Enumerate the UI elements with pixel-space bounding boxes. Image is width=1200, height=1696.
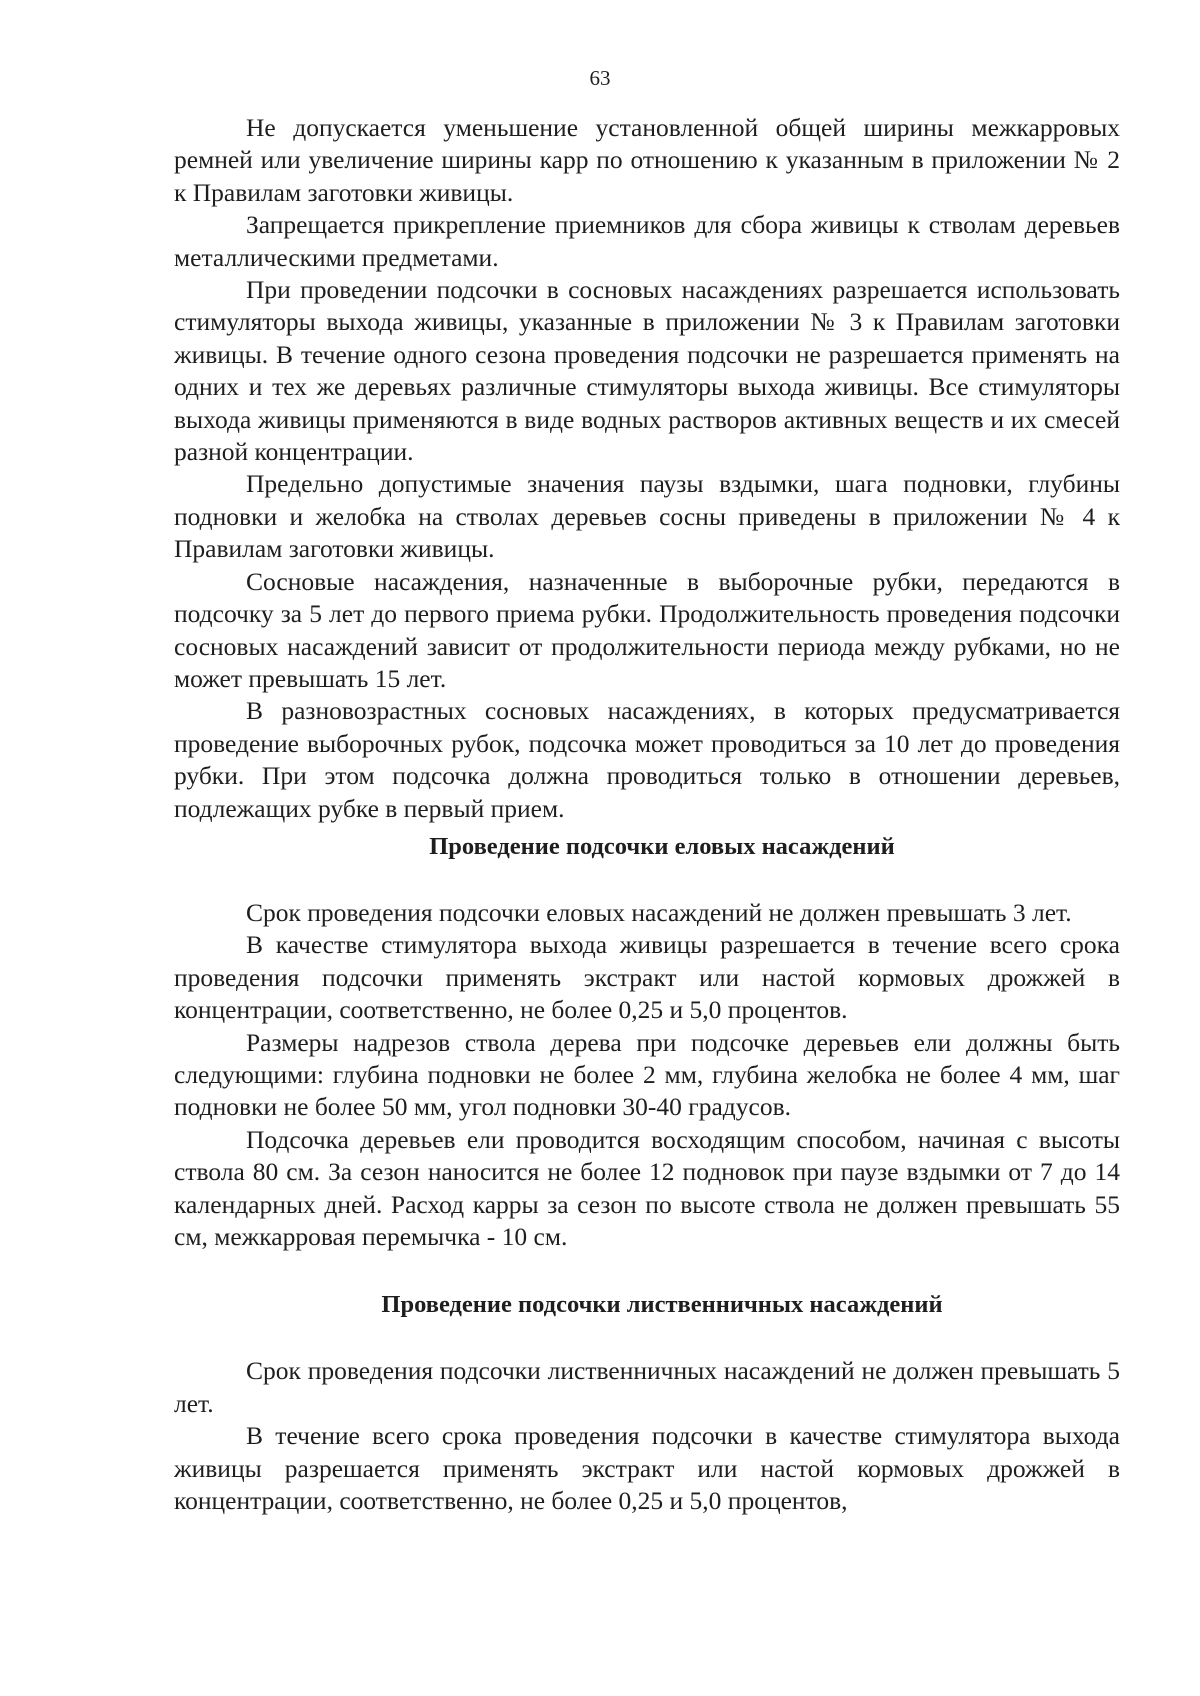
section-heading-larch: Проведение подсочки лиственничных насаждений (381, 1291, 943, 1319)
paragraph: Срок проведения подсочки еловых насаждений не должен превышать 3 лет. (246, 897, 1072, 927)
paragraph: В течение всего срока проведения подсочки в качестве стимулятора выхода живицы разрешается применять экстракт или настой кормовых дрожжей в концентрации, соответственно, не более 0,25 и 5,0 процентов, (174, 1421, 1120, 1516)
section-heading-spruce: Проведение подсочки еловых насаждений (429, 832, 895, 860)
paragraph: Запрещается прикрепление приемников для сбора живицы к стволам деревьев металлическими предметами. (174, 210, 1120, 272)
paragraph: В качестве стимулятора выхода живицы разрешается в течение всего срока проведения подсочки применять экстракт или настой кормовых дрожжей в концентрации, соответственно, не более 0,25 и 5,0 процентов. (174, 930, 1120, 1025)
paragraph: Подсочка деревьев ели проводится восходящим способом, начиная с высоты ствола 80 см. За сезон наносится не более 12 подновок при паузе вздымки от 7 до 14 календарных дней. Расход карры за сезон по высоте ствола не должен превышать 55 см, межкарровая перемычка - 10 см. (174, 1124, 1120, 1251)
page-number: 63 (589, 66, 611, 90)
paragraph: При проведении подсочки в сосновых насаждениях разрешается использовать стимуляторы выхода живицы, указанные в приложении № 3 к Правилам заготовки живицы. В течение одного сезона проведения подсочки не разрешается применять на одних и тех же деревьях различные стимуляторы выхода живицы. Все стимуляторы выхода живицы применяются в виде водных растворов активных веществ и их смесей разной концентрации. (174, 275, 1120, 467)
paragraph: Сосновые насаждения, назначенные в выборочные рубки, передаются в подсочку за 5 лет до первого приема рубки. Продолжительность проведения подсочки сосновых насаждений зависит от продолжительности периода между рубками, но не может превышать 15 лет. (174, 566, 1120, 693)
page-body (174, 112, 1120, 1517)
paragraph: Срок проведения подсочки лиственничных насаждений не должен превышать 5 лет. (174, 1356, 1120, 1418)
paragraph: Предельно допустимые значения паузы вздымки, шага подновки, глубины подновки и желобка на стволах деревьев сосны приведены в приложении № 4 к Правилам заготовки живицы. (174, 469, 1120, 564)
paragraph: В разновозрастных сосновых насаждениях, в которых предусматривается проведение выборочных рубок, подсочка может проводиться за 10 лет до проведения рубки. При этом подсочка должна проводиться только в отношении деревьев, подлежащих рубке в первый прием. (174, 696, 1120, 823)
paragraph: Размеры надрезов ствола дерева при подсочке деревьев ели должны быть следующими: глубина подновки не более 2 мм, глубина желобка не более 4 мм, шаг подновки не более 50 мм, угол подновки 30-40 градусов. (174, 1027, 1120, 1122)
paragraph: Не допускается уменьшение установленной общей ширины межкарровых ремней или увеличение ширины карр по отношению к указанным в приложении № 2 к Правилам заготовки живицы. (174, 113, 1120, 207)
